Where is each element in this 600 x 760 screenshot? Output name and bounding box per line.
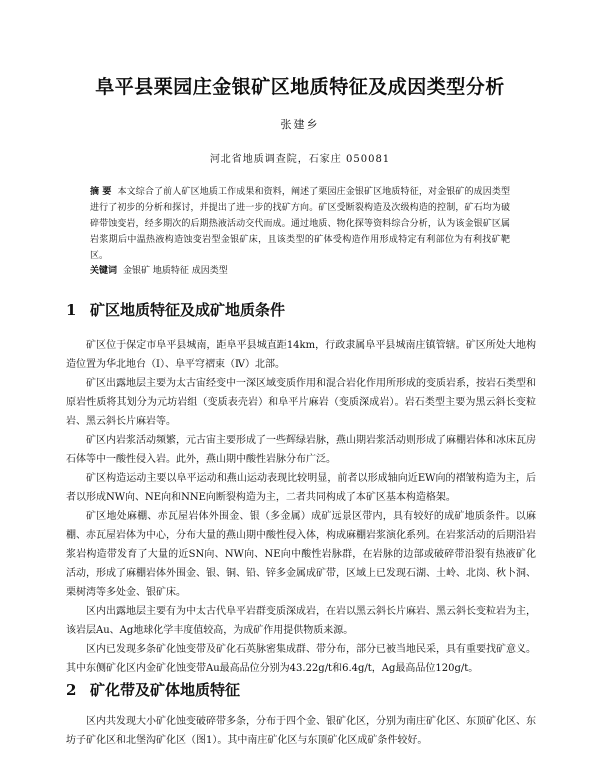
- section-1-paragraph: 矿区构造运动主要以阜平运动和燕山运动表现比较明显，前者以形成轴向近EW向的褶皱构造为主，后者以形成NW向、NE向和NNE向断裂构造为主，二者共同构成了本矿区基本构造格架。: [66, 473, 536, 503]
- section-2-heading: [66, 680, 240, 700]
- section-1-body: [66, 336, 536, 678]
- section-1-number: 1: [66, 301, 77, 319]
- section-2-paragraph: 区内共发现大小矿化蚀变破碎带多条，分布于四个金、银矿化区，分别为南庄矿化区、东顶矿化区、东坊子矿化区和北堡沟矿化区（图1）。其中南庄矿化区与东顶矿化区成矿条件较好。: [66, 716, 536, 746]
- section-1-heading: [66, 300, 285, 320]
- paper-title: 阜平县栗园庄金银矿区地质特征及成因类型分析: [95, 76, 505, 98]
- section-1-title: 矿区地质特征及成矿地质条件: [90, 301, 286, 319]
- section-1-paragraph: 矿区位于保定市阜平县城南，距阜平县城直距14km，行政隶属阜平县城南庄镇管辖。矿区所处大地构造位置为华北地台（Ⅰ）、阜平穹褶束（Ⅳ）北部。: [66, 340, 536, 370]
- abstract: [90, 184, 510, 264]
- section-1-paragraph: 区内出露地层主要有为中太古代阜平岩群变质深成岩，在岩以黑云斜长片麻岩、黑云斜长变粒岩为主，该岩层Au、Ag地球化学丰度值较高，为成矿作用提供物质来源。: [66, 606, 536, 636]
- section-2-body: [66, 712, 536, 750]
- keywords: [90, 264, 510, 278]
- section-1-paragraph: 矿区出露地层主要为太古宙经变中一深区域变质作用和混合岩化作用所形成的变质岩系，按岩石类型和原岩性质将其划分为元坊岩组（变质表壳岩）和阜平片麻岩（变质深成岩）。岩石类型主要为黑云斜长变粒岩、黑云斜长片麻岩等。: [66, 378, 536, 427]
- abstract-label: 摘 要: [90, 187, 112, 197]
- section-1-paragraph: 区内已发现多条矿化蚀变带及矿化石英脉密集成群、带分布，部分已被当地民采，具有重要找矿意义。其中东侧矿化区内金矿化蚀变带Au最高品位分别为43.22g/t和6.4g/t，Ag最高品位120g/t。: [66, 644, 536, 674]
- keywords-label: 关键词: [90, 266, 118, 276]
- keywords-text: 金银矿 地质特征 成因类型: [123, 266, 228, 276]
- abstract-text: 本文综合了前人矿区地质工作成果和资料，阐述了栗园庄金银矿区地质特征，对金银矿的成因类型进行了初步的分析和探讨，并提出了进一步的找矿方向。矿区受断裂构造及次级构造的控制，矿石均为破碎带蚀变岩，经多期次的后期热液活动交代而成。通过地质、物化探等资料综合分析，认为该金银矿区属岩浆期后中温热液构造蚀变岩型金银矿床，且该类型的矿体受构造作用形成特定有利部位为有利找矿靶区。: [90, 187, 510, 261]
- author-name: 张建乡: [280, 118, 320, 131]
- section-2-number: 2: [66, 681, 77, 699]
- section-1-paragraph: 矿区内岩浆活动频繁，元古宙主要形成了一些辉绿岩脉，燕山期岩浆活动则形成了麻棚岩体和冰床瓦房石体等中一酸性侵入岩。此外，燕山期中酸性岩脉分布广泛。: [66, 435, 536, 465]
- author-affiliation: 河北省地质调查院，石家庄 050081: [209, 154, 391, 165]
- section-1-paragraph: 矿区地处麻棚、赤瓦屋岩体外围金、银（多金属）成矿远景区带内，具有较好的成矿地质条件。以麻棚、赤瓦屋岩体为中心，分布大量的燕山期中酸性侵入体，构成麻棚岩浆演化系列。在岩浆活动的后期沿岩浆岩构造带发育了大量的近SN向、NW向、NE向中酸性岩脉群，在岩脉的边部或破碎带沿裂有热液矿化活动，形成了麻棚岩体外围金、银、铜、铅、锌多金属成矿带，区域上已发现石湖、土岭、北岗、秋卜洞、栗树湾等多处金、银矿床。: [66, 511, 536, 598]
- section-2-title: 矿化带及矿体地质特征: [90, 681, 241, 699]
